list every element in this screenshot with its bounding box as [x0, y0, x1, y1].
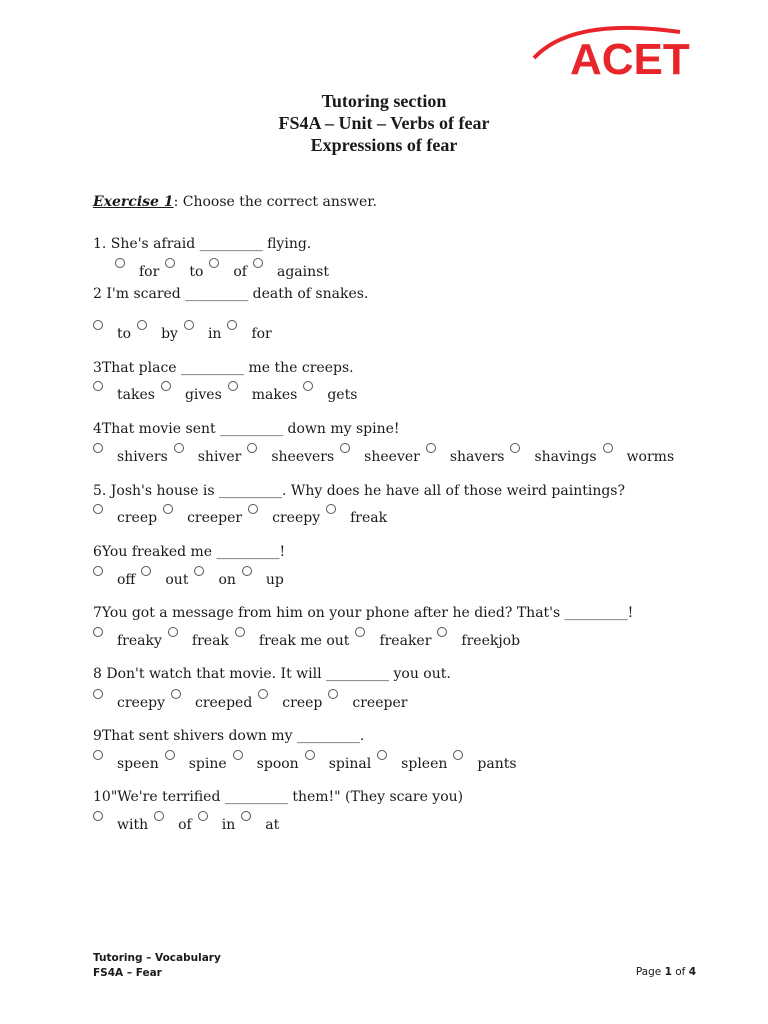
radio-button[interactable]	[258, 689, 268, 699]
radio-button[interactable]	[184, 320, 194, 330]
radio-button[interactable]	[198, 811, 208, 821]
radio-button[interactable]	[510, 443, 520, 453]
option-label: to	[117, 326, 132, 342]
answer-option[interactable]	[174, 449, 242, 465]
page-number: Page 1 of 4	[635, 966, 696, 978]
answer-option[interactable]	[603, 449, 675, 465]
option-label: pants	[477, 756, 517, 772]
answer-option[interactable]	[198, 817, 236, 833]
option-label: spine	[188, 756, 227, 772]
option-label: against	[277, 264, 329, 280]
option-label: sheever	[364, 449, 420, 465]
answer-option[interactable]	[437, 633, 520, 649]
option-label: creeper	[352, 695, 408, 711]
answer-option[interactable]	[93, 449, 168, 465]
footer-line-1: Tutoring – Vocabulary	[93, 952, 221, 964]
radio-button[interactable]	[93, 689, 103, 699]
option-label: spleen	[401, 756, 448, 772]
question-text: 7You got a message from him on your phone after he died? That's _________!	[93, 605, 634, 621]
radio-button[interactable]	[227, 320, 237, 330]
option-label: on	[218, 572, 236, 588]
answer-option[interactable]	[248, 510, 320, 526]
footer-left	[93, 951, 221, 981]
answer-option[interactable]	[93, 387, 155, 403]
option-label: creepy	[272, 510, 321, 526]
answer-options	[93, 633, 526, 649]
radio-button[interactable]	[305, 750, 315, 760]
option-label: with	[117, 817, 149, 833]
option-label: spoon	[256, 756, 299, 772]
option-label: for	[139, 264, 160, 280]
option-label: makes	[251, 387, 298, 403]
option-label: freekjob	[461, 633, 521, 649]
footer-line-2: FS4A – Fear	[93, 967, 162, 979]
exercise-instruction	[93, 194, 377, 210]
answer-option[interactable]	[377, 756, 447, 772]
radio-button[interactable]	[93, 811, 103, 821]
answer-options	[93, 449, 680, 465]
answer-option[interactable]	[242, 572, 284, 588]
option-label: creep	[117, 510, 158, 526]
answer-options	[93, 756, 523, 772]
answer-option[interactable]	[510, 449, 596, 465]
radio-button[interactable]	[154, 811, 164, 821]
radio-button[interactable]	[168, 627, 178, 637]
radio-button[interactable]	[161, 381, 171, 391]
option-label: spinal	[328, 756, 372, 772]
option-label: creepy	[117, 695, 165, 711]
answer-options	[93, 326, 278, 342]
radio-button[interactable]	[171, 689, 181, 699]
radio-button[interactable]	[93, 504, 103, 514]
option-label: shavers	[449, 449, 505, 465]
answer-option[interactable]	[228, 387, 298, 403]
answer-option[interactable]	[326, 510, 387, 526]
answer-option[interactable]	[93, 326, 131, 342]
option-label: creep	[282, 695, 323, 711]
question-text: 6You freaked me _________!	[93, 544, 286, 560]
answer-option[interactable]	[253, 264, 329, 280]
radio-button[interactable]	[141, 566, 151, 576]
answer-option[interactable]	[93, 817, 148, 833]
answer-option[interactable]	[161, 387, 222, 403]
answer-options	[93, 817, 285, 833]
answer-option[interactable]	[305, 756, 371, 772]
radio-button[interactable]	[165, 750, 175, 760]
radio-button[interactable]	[137, 320, 147, 330]
answer-options	[93, 510, 393, 526]
radio-button[interactable]	[93, 320, 103, 330]
radio-button[interactable]	[235, 627, 245, 637]
radio-button[interactable]	[194, 566, 204, 576]
option-label: takes	[117, 387, 155, 403]
answer-option[interactable]	[115, 264, 159, 280]
document-titles	[0, 90, 768, 156]
radio-button[interactable]	[93, 750, 103, 760]
option-label: freaker	[379, 633, 432, 649]
answer-option[interactable]	[340, 449, 420, 465]
answer-option[interactable]	[235, 633, 350, 649]
option-label: at	[265, 817, 280, 833]
radio-button[interactable]	[340, 443, 350, 453]
answer-option[interactable]	[137, 326, 178, 342]
exercise-label: Exercise 1	[93, 194, 174, 210]
option-label: in	[207, 326, 222, 342]
option-label: sheevers	[271, 449, 335, 465]
question-text: 4That movie sent _________ down my spine!	[93, 421, 400, 437]
answer-option[interactable]	[168, 633, 229, 649]
answer-options	[93, 387, 363, 403]
radio-button[interactable]	[377, 750, 387, 760]
answer-option[interactable]	[165, 756, 227, 772]
radio-button[interactable]	[355, 627, 365, 637]
question-text: 1. She's afraid _________ flying.	[93, 236, 312, 252]
radio-button[interactable]	[163, 504, 173, 514]
option-label: freak	[350, 510, 388, 526]
answer-option[interactable]	[93, 510, 157, 526]
answer-option[interactable]	[241, 817, 279, 833]
answer-option[interactable]	[93, 756, 159, 772]
option-label: freak me out	[258, 633, 350, 649]
radio-button[interactable]	[248, 504, 258, 514]
option-label: by	[161, 326, 178, 342]
option-label: freak	[191, 633, 229, 649]
answer-option[interactable]	[328, 695, 407, 711]
radio-button[interactable]	[247, 443, 257, 453]
radio-button[interactable]	[253, 258, 263, 268]
option-label: up	[265, 572, 284, 588]
question-text: 5. Josh's house is _________. Why does he have all of those weird paintings?	[93, 483, 625, 499]
answer-option[interactable]	[209, 264, 247, 280]
radio-button[interactable]	[326, 504, 336, 514]
acet-logo	[530, 24, 714, 78]
radio-button[interactable]	[93, 443, 103, 453]
radio-button[interactable]	[453, 750, 463, 760]
logo-text: ACET	[570, 35, 690, 78]
radio-button[interactable]	[426, 443, 436, 453]
option-label: speen	[117, 756, 159, 772]
radio-button[interactable]	[437, 627, 447, 637]
radio-button[interactable]	[603, 443, 613, 453]
question-text: 9That sent shivers down my _________.	[93, 728, 365, 744]
answer-option[interactable]	[93, 633, 162, 649]
radio-button[interactable]	[209, 258, 219, 268]
answer-option[interactable]	[163, 510, 242, 526]
answer-option[interactable]	[355, 633, 431, 649]
option-label: in	[221, 817, 236, 833]
radio-button[interactable]	[303, 381, 313, 391]
option-label: shavings	[534, 449, 597, 465]
radio-button[interactable]	[115, 258, 125, 268]
answer-option[interactable]	[154, 817, 192, 833]
answer-option[interactable]	[171, 695, 252, 711]
question-text: 8 Don't watch that movie. It will _________ you out.	[93, 666, 451, 682]
question-text: 10"We're terrified _________ them!" (They scare you)	[93, 789, 464, 805]
answer-option[interactable]	[93, 572, 135, 588]
option-label: creeper	[187, 510, 243, 526]
radio-button[interactable]	[93, 381, 103, 391]
option-label: creeped	[194, 695, 253, 711]
answer-option[interactable]	[141, 572, 188, 588]
option-label: out	[165, 572, 189, 588]
answer-option[interactable]	[194, 572, 235, 588]
radio-button[interactable]	[241, 811, 251, 821]
answer-option[interactable]	[233, 756, 299, 772]
radio-button[interactable]	[228, 381, 238, 391]
question-text: 3That place _________ me the creeps.	[93, 360, 354, 376]
answer-option[interactable]	[165, 264, 203, 280]
answer-option[interactable]	[258, 695, 322, 711]
radio-button[interactable]	[242, 566, 252, 576]
instruction-text: : Choose the correct answer.	[173, 194, 377, 210]
option-label: for	[251, 326, 272, 342]
option-label: worms	[626, 449, 675, 465]
option-label: off	[117, 572, 136, 588]
option-label: gives	[184, 387, 222, 403]
answer-option[interactable]	[303, 387, 357, 403]
question-text: 2 I'm scared _________ death of snakes.	[93, 286, 369, 302]
answer-options	[93, 695, 413, 711]
radio-button[interactable]	[328, 689, 338, 699]
title-line-3: Expressions of fear	[310, 135, 458, 155]
title-line-2: FS4A – Unit – Verbs of fear	[278, 113, 490, 133]
option-label: shiver	[197, 449, 242, 465]
option-label: gets	[327, 387, 358, 403]
radio-button[interactable]	[93, 627, 103, 637]
option-label: of	[178, 817, 192, 833]
option-label: freaky	[117, 633, 162, 649]
answer-option[interactable]	[426, 449, 505, 465]
answer-options	[115, 264, 335, 280]
title-line-1: Tutoring section	[321, 91, 447, 111]
answer-option[interactable]	[247, 449, 334, 465]
answer-option[interactable]	[453, 756, 516, 772]
answer-option[interactable]	[93, 695, 165, 711]
answer-option[interactable]	[227, 326, 271, 342]
option-label: of	[233, 264, 247, 280]
answer-options	[93, 572, 290, 588]
radio-button[interactable]	[174, 443, 184, 453]
radio-button[interactable]	[93, 566, 103, 576]
answer-option[interactable]	[184, 326, 222, 342]
option-label: to	[189, 264, 204, 280]
radio-button[interactable]	[233, 750, 243, 760]
option-label: shivers	[117, 449, 168, 465]
radio-button[interactable]	[165, 258, 175, 268]
